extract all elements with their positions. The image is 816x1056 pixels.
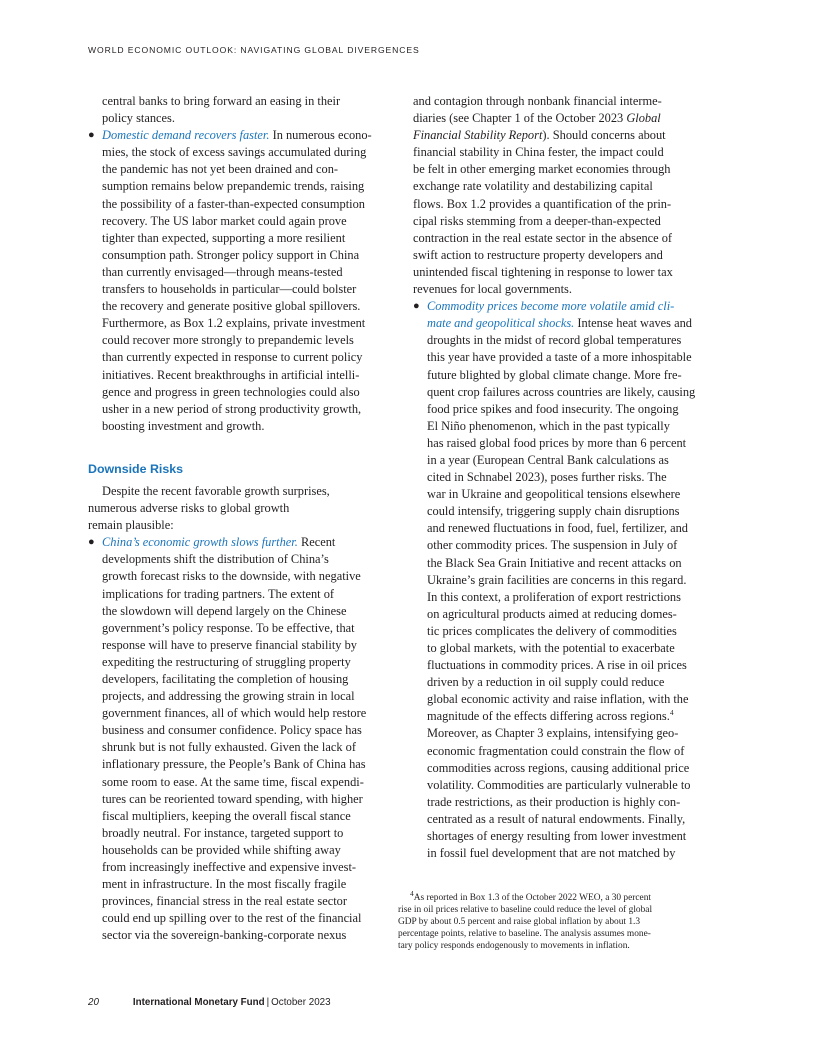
text-line: business and consumer confidence. Policy space has <box>102 723 362 738</box>
text-line: driven by a reduction in oil supply could reduce <box>427 675 665 690</box>
text-line: inflationary pressure, the People’s Bank of China has <box>102 757 366 772</box>
text-line: central banks to bring forward an easing in their <box>102 94 341 108</box>
text-line: recovery. The US labor market could again prove <box>102 213 347 228</box>
text-line: Ukraine’s grain facilities are concerns in this regard. <box>427 572 687 587</box>
page-number: 20 <box>88 997 99 1008</box>
text-line: could recover more strongly to prepandemic levels <box>102 333 354 348</box>
text-line: developments shift the distribution of China’s <box>102 552 329 567</box>
text-line <box>413 127 689 144</box>
text-line: tures can be reoriented toward spending, with higher <box>102 791 363 806</box>
text-line: usher in a new period of strong productivity growth, <box>102 401 362 416</box>
text-line: commodities across regions, causing additional price <box>427 760 690 775</box>
text-line: flows. Box 1.2 provides a quantification of the prin- <box>413 196 672 211</box>
publication-date: October 2023 <box>271 997 331 1008</box>
text-line: numerous adverse risks to global growth <box>88 501 290 516</box>
text-line: than currently envisaged—through means-tested <box>102 264 343 279</box>
text-line: Moreover, as Chapter 3 explains, intensifying geo- <box>427 726 679 741</box>
bullet-lead: mate and geopolitical shocks. <box>427 316 575 331</box>
left-column <box>88 93 378 945</box>
text-line: and renewed fluctuations in food, fuel, fertilizer, and <box>427 521 688 536</box>
running-header: WORLD ECONOMIC OUTLOOK: NAVIGATING GLOBAL DIVERGENCES <box>88 45 420 55</box>
text-line: El Niño phenomenon, which in the past typically <box>427 418 670 433</box>
text-line: implications for trading partners. The extent of <box>102 586 335 601</box>
text-line: Furthermore, as Box 1.2 explains, private investment <box>102 316 366 331</box>
bullet-commodity-prices <box>413 298 689 315</box>
text-line: expediting the restructuring of struggling property <box>102 654 351 669</box>
bullet-icon: ● <box>88 536 95 549</box>
text-line: droughts in the midst of record global temperatures <box>427 333 682 348</box>
footnote-line: GDP by about 0.5 percent and raise global inflation by about 1.3 <box>398 917 641 928</box>
text-line: unintended fiscal tightening in response to lower tax <box>413 264 673 279</box>
text-line: fluctuations in commodity prices. A rise in oil prices <box>427 658 687 673</box>
text-line: mies, the stock of excess savings accumulated during <box>102 145 367 160</box>
footnote-line <box>398 888 690 904</box>
text-line: swift action to restructure property developers and <box>413 247 663 262</box>
text-line: trade restrictions, as their production is highly con- <box>427 794 681 809</box>
text-line: war in Ukraine and geopolitical tensions elsewhere <box>427 487 681 502</box>
text-line: provinces, financial stress in the real estate sector <box>102 894 347 909</box>
text-line: government’s policy response. To be effective, that <box>102 620 355 635</box>
bullet-lead: Domestic demand recovers faster. <box>102 128 270 143</box>
text-line: on agricultural products aimed at reducing domes- <box>427 606 677 621</box>
text-line: shrunk but is not fully exhausted. Given the lack of <box>102 740 356 755</box>
footnote-line: percentage points, relative to baseline. The analysis assumes mone- <box>398 929 651 940</box>
text-line: households can be provided while shifting away <box>102 842 341 857</box>
report-title: Global <box>626 111 661 126</box>
text-line: the Black Sea Grain Initiative and recent attacks on <box>427 555 682 570</box>
text-line: sumption remains below prepandemic trends, raising <box>102 179 365 194</box>
text-line: food price spikes and food insecurity. The ongoing <box>427 401 679 416</box>
text-line: the possibility of a faster-than-expected consumption <box>102 196 365 211</box>
text-line: be felt in other emerging market economies through <box>413 162 671 177</box>
text-run: magnitude of the effects differing across regions. <box>427 709 670 724</box>
text-run: Recent <box>297 535 336 550</box>
bullet-china-growth <box>88 534 378 551</box>
footnote-line: rise in oil prices relative to baseline could reduce the level of global <box>398 905 653 916</box>
text-line: exchange rate volatility and destabilizing capital <box>413 179 653 194</box>
text-line: the recovery and generate positive global spillovers. <box>102 299 361 314</box>
text-line: ment in infrastructure. In the most fiscally fragile <box>102 877 347 892</box>
text-line: consumption path. Stronger policy support in China <box>102 247 360 262</box>
text-line: in a year (European Central Bank calculations as <box>427 452 669 467</box>
text-line: to global markets, with the potential to exacerbate <box>427 641 675 655</box>
text-run: ). Should concerns about <box>542 128 666 143</box>
text-line: cited in Schnabel 2023), poses further risks. The <box>427 470 667 485</box>
text-run: Intense heat waves and <box>574 316 692 331</box>
text-line: global economic activity and raise inflation, with the <box>427 692 689 707</box>
text-line: has raised global food prices by more than 6 percent <box>427 435 687 450</box>
text-line: remain plausible: <box>88 518 174 533</box>
bullet-body <box>413 315 696 862</box>
text-line: In this context, a proliferation of export restrictions <box>427 589 681 604</box>
text-line: the slowdown will depend largely on the Chinese <box>102 603 347 618</box>
text-line: transfers to households in particular—could bolster <box>102 282 357 297</box>
text-line: gence and progress in green technologies could also <box>102 384 360 399</box>
footer-separator: | <box>266 997 270 1008</box>
text-line: some room to ease. At the same time, fiscal expendi- <box>102 774 364 789</box>
text-line: future blighted by global climate change. More fre- <box>427 367 682 382</box>
text-line: shortages of energy resulting from lower investment <box>427 829 687 844</box>
text-line: financial stability in China fester, the impact could <box>413 145 664 160</box>
text-line: government finances, all of which would help restore <box>102 706 367 721</box>
bullet-icon: ● <box>88 129 95 142</box>
text-line: policy stances. <box>102 111 175 126</box>
text-line: response will have to preserve financial stability by <box>102 637 357 652</box>
section-heading: Downside Risks <box>88 461 184 476</box>
text-line: sector via the sovereign-banking-corporate nexus <box>102 928 347 943</box>
text-line <box>427 315 692 332</box>
text-line: could end up spilling over to the rest of the financial <box>102 911 362 926</box>
text-line: from increasingly ineffective and expensive invest- <box>102 860 357 875</box>
bullet-lead: Commodity prices become more volatile amid cli- <box>427 299 675 314</box>
bullet-body <box>88 144 378 435</box>
text-line: boosting investment and growth. <box>102 418 265 433</box>
text-line: contraction in the real estate sector in the absence of <box>413 230 673 245</box>
text-line: the pandemic has not yet been drained and con- <box>102 162 339 177</box>
text-line: revenues for local governments. <box>413 282 572 297</box>
text-line: tighter than expected, supporting a more resilient <box>102 230 346 245</box>
text-line: this year have provided a taste of a more inhospitable <box>427 350 692 365</box>
text-line: other commodity prices. The suspension in July of <box>427 538 678 553</box>
text-line <box>413 110 689 127</box>
text-line: in fossil fuel development that are not matched by <box>427 846 676 861</box>
text-line: and contagion through nonbank financial interme- <box>413 94 662 108</box>
footnote-ref[interactable]: 4 <box>669 708 674 718</box>
text-line: volatility. Commodities are particularly vulnerable to <box>427 777 691 792</box>
footnote-line: tary policy responds endogenously to movements in inflation. <box>398 941 630 952</box>
text-line: developers, facilitating the completion of housing <box>102 672 349 686</box>
text-line: projects, and addressing the growing strain in local <box>102 689 355 704</box>
text-line: initiatives. Recent breakthroughs in artificial intelli- <box>102 367 360 382</box>
publisher-name: International Monetary Fund <box>132 997 265 1008</box>
report-title: Financial Stability Report <box>413 128 543 143</box>
bullet-lead: China’s economic growth slows further. <box>102 535 298 550</box>
bullet-body <box>88 551 378 944</box>
text-line: centrated as a result of natural endowments. Finally, <box>427 811 686 826</box>
text-line: quent crop failures across countries are likely, causing <box>427 384 696 399</box>
page-footer <box>88 997 331 1008</box>
footnote <box>398 888 690 952</box>
text-line: could intensify, triggering supply chain disruptions <box>427 504 680 519</box>
bullet-icon: ● <box>413 300 420 313</box>
text-line: than currently expected in response to current policy <box>102 350 363 365</box>
text-line: fiscal multipliers, keeping the overall fiscal stance <box>102 808 351 823</box>
text-run: As reported in Box 1.3 of the October 2022 WEO, a 30 percent <box>413 893 652 903</box>
text-line: cipal risks stemming from a deeper-than-expected <box>413 213 661 228</box>
text-line: growth forecast risks to the downside, with negative <box>102 569 361 584</box>
right-column <box>413 93 696 862</box>
text-run: diaries (see Chapter 1 of the October 2023 <box>413 111 627 126</box>
text-line: economic fragmentation could constrain the flow of <box>427 743 685 758</box>
text-line: tic prices complicates the delivery of commodities <box>427 623 677 638</box>
text-line: Despite the recent favorable growth surprises, <box>102 483 330 498</box>
footnote-mark: 4 <box>410 888 414 898</box>
text-run: In numerous econo- <box>269 128 372 143</box>
text-line: broadly neutral. For instance, targeted support to <box>102 825 344 840</box>
text-line <box>427 708 689 725</box>
bullet-domestic-demand <box>88 127 378 144</box>
